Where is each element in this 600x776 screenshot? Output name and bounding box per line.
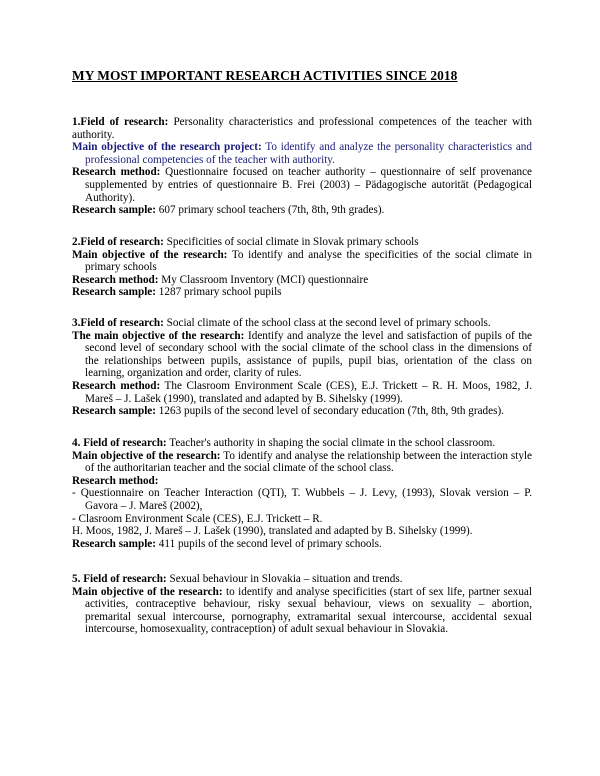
field-label: Field of research:	[83, 437, 167, 449]
research-sample	[72, 204, 532, 217]
field-value: Specificities of social climate in Slovak primary schools	[166, 236, 419, 248]
main-objective	[72, 450, 532, 475]
field-of-research	[72, 236, 532, 249]
method-label: Research method:	[72, 474, 159, 487]
list-item: - Clasroom Environment Scale (CES), E.J. Trickett – R.	[72, 512, 323, 525]
field-label: Field of research:	[80, 236, 164, 248]
method-value: My Classroom Inventory (MCI) questionnaire	[161, 273, 369, 286]
field-of-research	[72, 317, 532, 330]
research-sample	[72, 286, 532, 299]
field-value: Social climate of the school class at the second level of primary schools.	[166, 317, 491, 329]
section-3	[72, 317, 532, 418]
section-number: 5.	[72, 573, 81, 585]
field-label: Field of research:	[80, 116, 169, 128]
field-value: Teacher's authority in shaping the social climate in the school classroom.	[169, 437, 496, 449]
sample-value: 607 primary school teachers (7th, 8th, 9th grades).	[158, 204, 385, 217]
research-method	[72, 166, 532, 204]
field-of-research	[72, 573, 532, 586]
sample-label: Research sample:	[72, 405, 156, 418]
section-number: 3.	[72, 317, 81, 329]
sample-label: Research sample:	[72, 286, 156, 299]
method-tail: H. Moos, 1982, J. Mareš – J. Lašek (1990), translated and adapted by B. Sihelsky (1999).	[72, 525, 473, 538]
objective-value: To identify and analyse the relationship between the interaction style of the authoritarian teacher and the social climate of the school class.	[85, 449, 532, 475]
sample-value: 1287 primary school pupils	[158, 286, 282, 299]
sample-value: 411 pupils of the second level of primary schools.	[158, 537, 382, 550]
research-sample	[72, 538, 532, 551]
objective-label: Main objective of the research:	[72, 248, 228, 261]
sample-label: Research sample:	[72, 537, 156, 550]
field-value: Personality characteristics and professional competences of the teacher with authority.	[72, 116, 532, 141]
objective-label: Main objective of the research project:	[72, 141, 262, 154]
objective-label: Main objective of the research:	[72, 585, 223, 598]
research-method	[72, 380, 532, 405]
field-label: Field of research:	[80, 317, 164, 329]
research-sample	[72, 405, 532, 418]
main-objective	[72, 586, 532, 636]
section-1	[72, 116, 532, 217]
objective-value: to identify and analyse specificities (start of sex life, partner sexual activities, contraceptive behaviour, risky sexual behaviour, views on sexuality – abortion, premarital sexual intercourse, pornography, extramarital sexual intercourse, accidental sexual intercourse, homosexuality, contraception) of adult sexual behaviour in Slovakia.	[85, 585, 532, 636]
objective-label: The main objective of the research:	[72, 329, 245, 342]
method-value: Questionnaire focused on teacher authority – questionnaire of self provenance supplemented by entries of questionnaire B. Frei (2003) – Pädagogische autorität (Pedagogical Authority).	[85, 166, 533, 204]
page-title: MY MOST IMPORTANT RESEARCH ACTIVITIES SINCE 2018	[72, 68, 458, 83]
main-objective	[72, 141, 532, 166]
field-of-research	[72, 437, 532, 450]
objective-label: Main objective of the research:	[72, 449, 221, 462]
objective-value: To identify and analyze the personality characteristics and professional competencies of the teacher with authority.	[85, 141, 532, 166]
research-method	[72, 475, 532, 488]
main-objective	[72, 249, 532, 274]
sample-value: 1263 pupils of the second level of secondary education (7th, 8th, 9th grades).	[158, 405, 504, 418]
method-label: Research method:	[72, 273, 159, 286]
main-objective	[72, 330, 532, 380]
field-label: Field of research:	[83, 573, 167, 585]
section-5	[72, 573, 532, 636]
field-of-research	[72, 116, 532, 141]
objective-value: To identify and analyse the specificities of the social climate in primary schools	[85, 248, 532, 274]
section-number: 4.	[72, 437, 81, 449]
method-list	[72, 487, 532, 525]
objective-value: Identify and analyze the level and satisfaction of pupils of the second level of secondary school with the social climate of the school class in the dimensions of the relationships between pupils, assistance of pupils, pupil bias, orientation of the class on learning, organization and order, clarity of rules.	[85, 329, 533, 380]
section-2	[72, 236, 532, 299]
section-4	[72, 437, 532, 550]
method-value: The Clasroom Environment Scale (CES), E.J. Trickett – R. H. Moos, 1982, J. Mareš – J. Lašek (1990), translated and adapted by B. Sihelsky (1999).	[85, 379, 532, 405]
section-number: 2.	[72, 236, 81, 248]
research-method	[72, 274, 532, 287]
section-number: 1.	[72, 116, 81, 128]
method-label: Research method:	[72, 379, 161, 392]
method-label: Research method:	[72, 166, 161, 179]
list-item: - Questionnaire on Teacher Interaction (QTI), T. Wubbels – J. Levy, (1993), Slovak version – P. Gavora – J. Mareš (2002),	[72, 487, 532, 512]
field-value: Sexual behaviour in Slovakia – situation and trends.	[169, 573, 403, 585]
sample-label: Research sample:	[72, 204, 156, 217]
